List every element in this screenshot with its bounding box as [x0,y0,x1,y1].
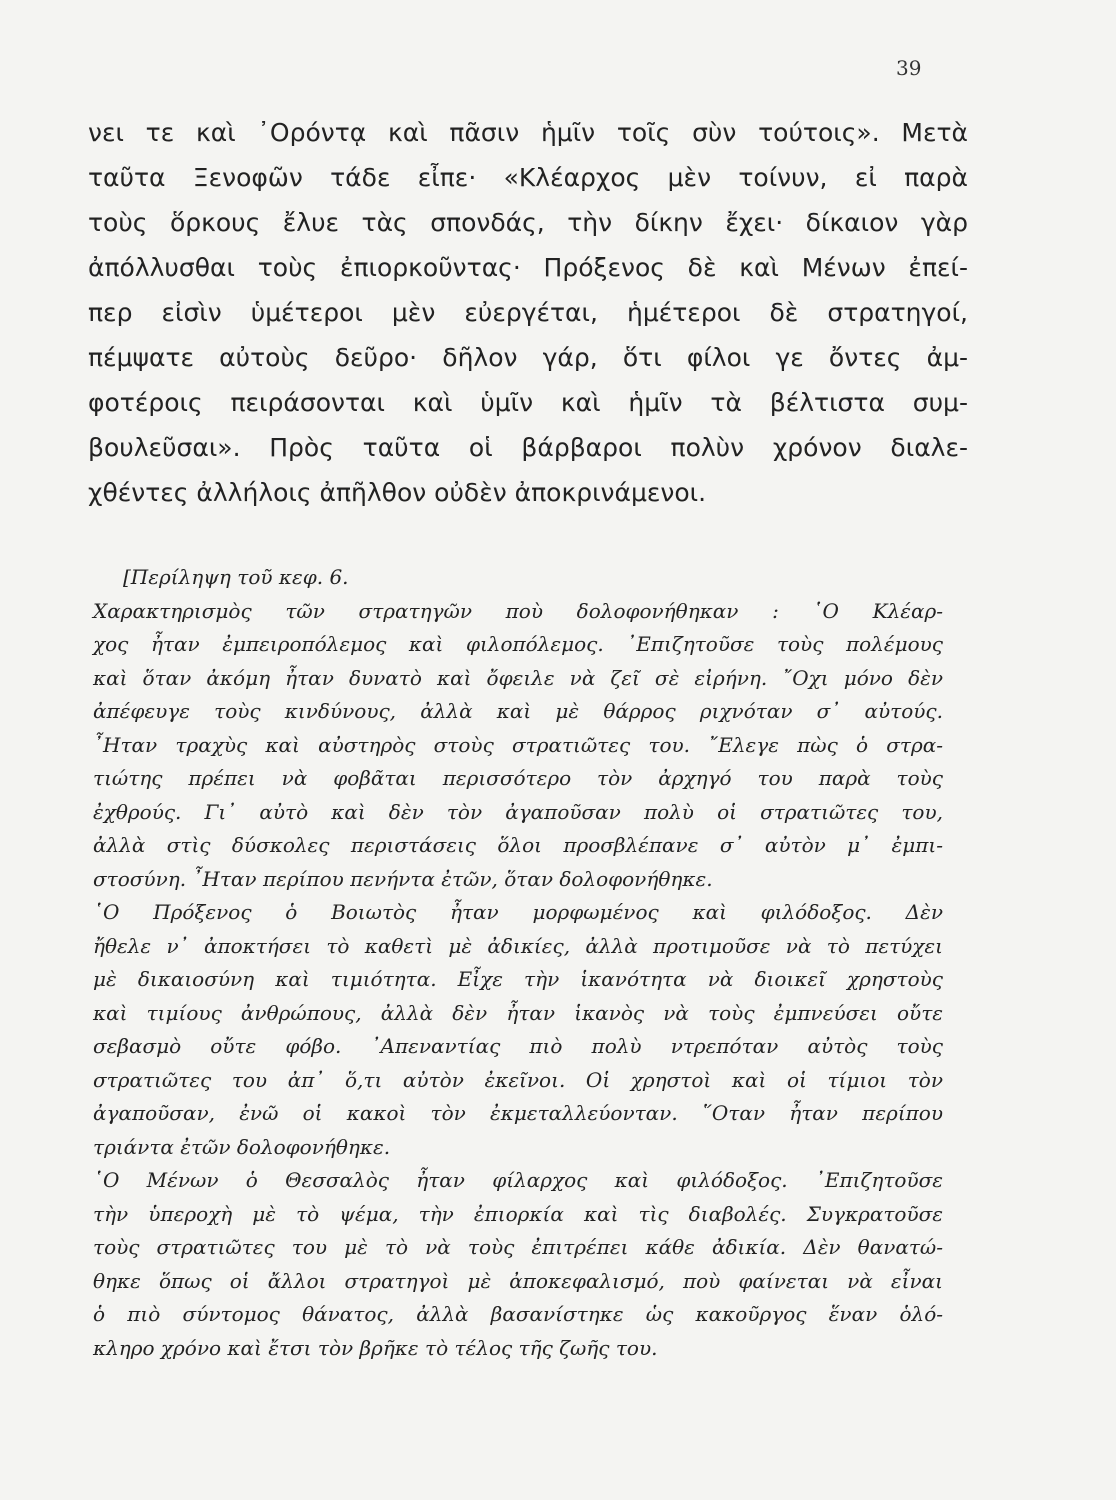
ancient-greek-text [88,110,968,515]
summary-heading: [Περίληψη τοῦ κεφ. 6. [123,565,349,589]
text-line: ἐχθρούς. Γι᾿ αὐτὸ καὶ δὲν τὸν ἀγαποῦσαν πολὺ οἱ στρατιῶτες του, [93,799,943,824]
summary-paragraph-klearchos [93,595,943,897]
text-line: βουλεῦσαι». Πρὸς ταῦτα οἱ βάρβαροι πολὺν χρόνον διαλε- [88,433,968,462]
text-line: χθέντες ἀλλήλοις ἀπῆλθον οὐδὲν ἀποκρινάμενοι. [88,478,707,507]
page-number: 39 [896,56,922,80]
text-line: Χαρακτηρισμὸς τῶν στρατηγῶν ποὺ δολοφονήθηκαν : ῾Ο Κλέαρ- [93,598,943,623]
text-line: ταῦτα Ξενοφῶν τάδε εἶπε· «Κλέαρχος μὲν τοίνυν, εἰ παρὰ [88,163,968,192]
text-line: ῏Ηταν τραχὺς καὶ αὐστηρὸς στοὺς στρατιῶτες του. ῎Ελεγε πὼς ὁ στρα- [93,732,943,757]
text-line: ἀγαποῦσαν, ἐνῶ οἱ κακοὶ τὸν ἐκμεταλλεύονταν. ῞Οταν ἦταν περίπου [93,1101,943,1125]
text-line: ἀπόλλυσθαι τοὺς ἐπιορκοῦντας· Πρόξενος δὲ καὶ Μένων ἐπεί- [88,253,968,282]
text-line: φοτέροις πειράσονται καὶ ὑμῖν καὶ ἡμῖν τὰ βέλτιστα συμ- [88,388,968,417]
summary-paragraph-proxenos [93,896,943,1164]
text-line: ὁ πιὸ σύντομος θάνατος, ἀλλὰ βασανίστηκε ὡς κακοῦργος ἕναν ὁλό- [93,1302,943,1326]
text-line: καὶ ὅταν ἀκόμη ἦταν δυνατὸ καὶ ὄφειλε νὰ ζεῖ σὲ εἰρήνη. ῎Οχι μόνο δὲν [93,665,943,690]
text-line: περ εἰσὶν ὑμέτεροι μὲν εὐεργέται, ἡμέτεροι δὲ στρατηγοί, [88,298,968,327]
text-line: θηκε ὅπως οἱ ἄλλοι στρατηγοὶ μὲ ἀποκεφαλισμό, ποὺ φαίνεται νὰ εἶναι [93,1268,943,1293]
text-line: πέμψατε αὐτοὺς δεῦρο· δῆλον γάρ, ὅτι φίλοι γε ὄντες ἀμ- [88,343,968,372]
text-line: ἤθελε ν᾿ ἀποκτήσει τὸ καθετὶ μὲ ἀδικίες, ἀλλὰ προτιμοῦσε νὰ τὸ πετύχει [93,933,943,958]
text-line: καὶ τιμίους ἀνθρώπους, ἀλλὰ δὲν ἦταν ἱκανὸς νὰ τοὺς ἐμπνεύσει οὔτε [93,1000,943,1025]
text-line: στρατιῶτες του ἀπ᾿ ὅ,τι αὐτὸν ἐκεῖνοι. Οἱ χρηστοὶ καὶ οἱ τίμιοι τὸν [93,1067,943,1092]
text-line: τιώτης πρέπει νὰ φοβᾶται περισσότερο τὸν ἀρχηγό του παρὰ τοὺς [93,766,943,790]
text-line: κληρο χρόνο καὶ ἔτσι τὸν βρῆκε τὸ τέλος τῆς ζωῆς του. [93,1335,658,1360]
text-line: σεβασμὸ οὔτε φόβο. ᾿Απεναντίας πιὸ πολὺ ντρεπόταν αὐτὸς τοὺς [93,1034,943,1058]
summary-paragraph-menon [93,1164,943,1365]
text-line: χος ἦταν ἐμπειροπόλεμος καὶ φιλοπόλεμος. ᾿Επιζητοῦσε τοὺς πολέμους [93,632,943,656]
text-line: στοσύνη. ῏Ηταν περίπου πενήντα ἐτῶν, ὅταν δολοφονήθηκε. [93,866,713,891]
text-line: τριάντα ἐτῶν δολοφονήθηκε. [93,1134,391,1159]
text-line: ῾Ο Μένων ὁ Θεσσαλὸς ἦταν φίλαρχος καὶ φιλόδοξος. ᾿Επιζητοῦσε [93,1168,943,1192]
text-line: τοὺς ὅρκους ἔλυε τὰς σπονδάς, τὴν δίκην ἔχει· δίκαιον γὰρ [88,208,968,237]
text-line: μὲ δικαιοσύνη καὶ τιμιότητα. Εἶχε τὴν ἱκανότητα νὰ διοικεῖ χρηστοὺς [93,967,943,991]
text-line: ἀπέφευγε τοὺς κινδύνους, ἀλλὰ καὶ μὲ θάρρος ριχνόταν σ᾿ αὐτούς. [93,699,943,723]
chapter-summary [93,561,943,1365]
text-line: τὴν ὑπεροχὴ μὲ τὸ ψέμα, τὴν ἐπιορκία καὶ τὶς διαβολές. Συγκρατοῦσε [93,1201,943,1226]
text-line: ἀλλὰ στὶς δύσκολες περιστάσεις ὅλοι προσβλέπανε σ᾿ αὐτὸν μ᾿ ἐμπι- [93,833,943,857]
text-line: τοὺς στρατιῶτες του μὲ τὸ νὰ τοὺς ἐπιτρέπει κάθε ἀδικία. Δὲν θανατώ- [93,1235,943,1259]
text-line: νει τε καὶ ᾿Ορόντᾳ καὶ πᾶσιν ἡμῖν τοῖς σὺν τούτοις». Μετὰ [88,118,968,147]
text-line: ῾Ο Πρόξενος ὁ Βοιωτὸς ἦταν μορφωμένος καὶ φιλόδοξος. Δὲν [93,900,943,924]
